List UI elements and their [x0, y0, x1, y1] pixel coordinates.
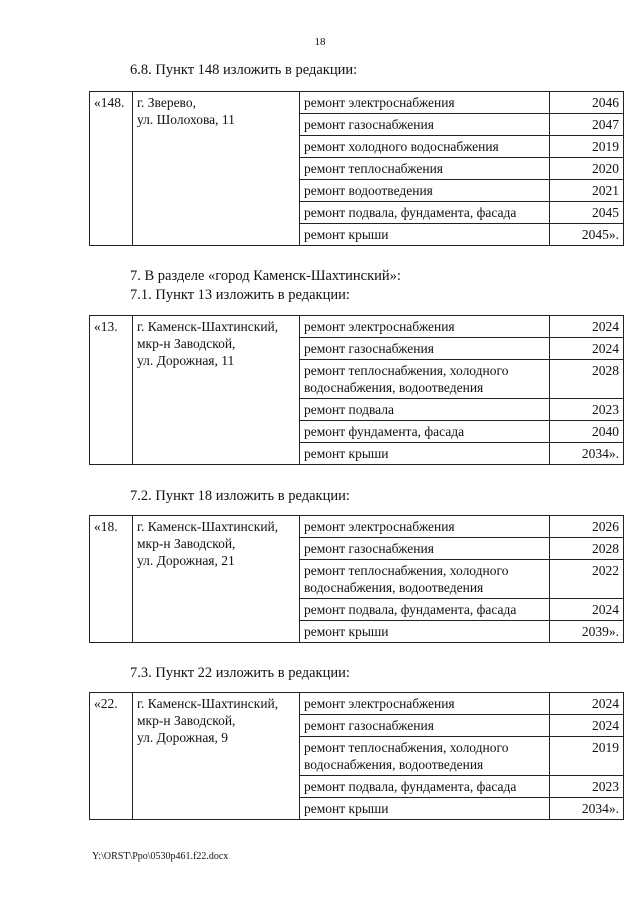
year-cell: 2047: [550, 114, 624, 136]
work-type-cell: ремонт газоснабжения: [300, 338, 550, 360]
work-type-cell: ремонт теплоснабжения, холодного водоснабжения, водоотведения: [300, 737, 550, 776]
table-row: [90, 92, 624, 114]
address-line: мкр-н Заводской,: [137, 536, 236, 551]
year-cell: 2028: [550, 360, 624, 399]
table-row: [90, 516, 624, 538]
section-6-8-heading: 6.8. Пункт 148 изложить в редакции:: [130, 62, 358, 78]
year-cell: 2045».: [550, 224, 624, 246]
address-line: г. Зверево,: [137, 95, 196, 110]
year-cell: 2022: [550, 560, 624, 599]
address-cell: [133, 92, 300, 246]
address-cell: [133, 316, 300, 465]
address-line: мкр-н Заводской,: [137, 713, 236, 728]
item-number: «18.: [90, 516, 133, 643]
work-type-cell: ремонт подвала: [300, 399, 550, 421]
address-line: мкр-н Заводской,: [137, 336, 236, 351]
section-7-heading: 7. В разделе «город Каменск-Шахтинский»:: [130, 268, 401, 284]
work-type-cell: ремонт крыши: [300, 224, 550, 246]
address-line: г. Каменск-Шахтинский,: [137, 696, 279, 711]
year-cell: 2034».: [550, 443, 624, 465]
section-7-3-heading: 7.3. Пункт 22 изложить в редакции:: [130, 665, 350, 681]
year-cell: 2040: [550, 421, 624, 443]
year-cell: 2034».: [550, 798, 624, 820]
work-type-cell: ремонт подвала, фундамента, фасада: [300, 202, 550, 224]
year-cell: 2024: [550, 693, 624, 715]
work-type-cell: ремонт подвала, фундамента, фасада: [300, 599, 550, 621]
work-type-cell: ремонт теплоснабжения, холодного водоснабжения, водоотведения: [300, 360, 550, 399]
year-cell: 2021: [550, 180, 624, 202]
year-cell: 2046: [550, 92, 624, 114]
footer-file-path: Y:\ORST\Ppo\0530p461.f22.docx: [92, 851, 229, 862]
section-7-1-heading: 7.1. Пункт 13 изложить в редакции:: [130, 287, 350, 303]
table-item-13: [89, 315, 624, 465]
table-item-22: [89, 692, 624, 820]
year-cell: 2024: [550, 338, 624, 360]
year-cell: 2019: [550, 136, 624, 158]
work-type-cell: ремонт крыши: [300, 621, 550, 643]
table-item-18: [89, 515, 624, 643]
year-cell: 2019: [550, 737, 624, 776]
address-line: г. Каменск-Шахтинский,: [137, 319, 279, 334]
address-cell: [133, 693, 300, 820]
year-cell: 2020: [550, 158, 624, 180]
year-cell: 2026: [550, 516, 624, 538]
year-cell: 2024: [550, 715, 624, 737]
work-type-cell: ремонт электроснабжения: [300, 92, 550, 114]
year-cell: 2039».: [550, 621, 624, 643]
work-type-cell: ремонт крыши: [300, 798, 550, 820]
year-cell: 2024: [550, 599, 624, 621]
year-cell: 2023: [550, 776, 624, 798]
item-number: «13.: [90, 316, 133, 465]
work-type-cell: ремонт теплоснабжения, холодного водоснабжения, водоотведения: [300, 560, 550, 599]
work-type-cell: ремонт водоотведения: [300, 180, 550, 202]
address-line: ул. Дорожная, 11: [137, 353, 235, 368]
table-row: [90, 693, 624, 715]
address-line: ул. Шолохова, 11: [137, 112, 235, 127]
address-line: ул. Дорожная, 21: [137, 553, 235, 568]
year-cell: 2023: [550, 399, 624, 421]
address-line: ул. Дорожная, 9: [137, 730, 229, 745]
work-type-cell: ремонт подвала, фундамента, фасада: [300, 776, 550, 798]
address-cell: [133, 516, 300, 643]
work-type-cell: ремонт газоснабжения: [300, 114, 550, 136]
item-number: «22.: [90, 693, 133, 820]
table-item-148: [89, 91, 624, 246]
work-type-cell: ремонт газоснабжения: [300, 538, 550, 560]
work-type-cell: ремонт электроснабжения: [300, 693, 550, 715]
section-7-2-heading: 7.2. Пункт 18 изложить в редакции:: [130, 488, 350, 504]
year-cell: 2045: [550, 202, 624, 224]
work-type-cell: ремонт фундамента, фасада: [300, 421, 550, 443]
work-type-cell: ремонт электроснабжения: [300, 316, 550, 338]
work-type-cell: ремонт крыши: [300, 443, 550, 465]
work-type-cell: ремонт холодного водоснабжения: [300, 136, 550, 158]
work-type-cell: ремонт электроснабжения: [300, 516, 550, 538]
item-number: «148.: [90, 92, 133, 246]
address-line: г. Каменск-Шахтинский,: [137, 519, 279, 534]
work-type-cell: ремонт газоснабжения: [300, 715, 550, 737]
table-row: [90, 316, 624, 338]
page-number: 18: [314, 36, 326, 48]
year-cell: 2028: [550, 538, 624, 560]
year-cell: 2024: [550, 316, 624, 338]
work-type-cell: ремонт теплоснабжения: [300, 158, 550, 180]
